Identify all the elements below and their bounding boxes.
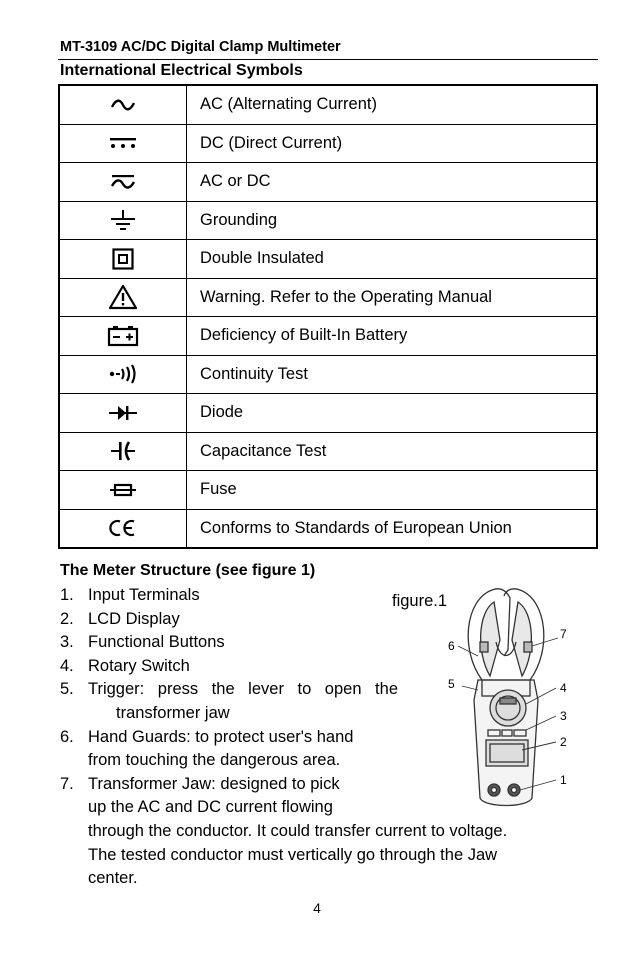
table-row [59, 85, 597, 124]
table-row [59, 509, 597, 548]
structure-section-title: The Meter Structure (see figure 1) [60, 562, 316, 579]
symbol-label: Continuity Test [187, 355, 598, 394]
symbol-label: Double Insulated [187, 240, 598, 279]
callout-6: 6 [448, 639, 455, 653]
battery-icon [107, 325, 139, 347]
list-item: 7. Transformer Jaw: designed to pick up the AC and DC current flowing through the conductor. It could transfer current to voltage. The tested conductor must vertically go through the Jaw center. [60, 774, 508, 888]
callout-5: 5 [448, 677, 455, 691]
symbol-label: Warning. Refer to the Operating Manual [187, 278, 598, 317]
ac-or-dc-icon [110, 173, 136, 191]
list-item: 3. Functional Buttons [60, 633, 225, 652]
callout-7: 7 [560, 627, 567, 641]
table-row [59, 278, 597, 317]
symbol-label: AC (Alternating Current) [187, 85, 598, 124]
continuity-icon [108, 364, 138, 384]
clamp-meter-figure [430, 580, 580, 812]
list-item: 4. Rotary Switch [60, 656, 190, 675]
callout-3: 3 [560, 709, 567, 723]
document-header: MT-3109 AC/DC Digital Clamp Multimeter [60, 39, 341, 55]
symbols-table [58, 84, 598, 549]
table-row [59, 471, 597, 510]
symbol-label: Conforms to Standards of European Union [187, 509, 598, 548]
symbol-label: DC (Direct Current) [187, 124, 598, 163]
fuse-icon [109, 483, 137, 497]
capacitor-icon [110, 440, 136, 462]
callout-4: 4 [560, 681, 567, 695]
table-row [59, 355, 597, 394]
symbol-label: Grounding [187, 201, 598, 240]
table-row [59, 317, 597, 356]
callout-1: 1 [560, 773, 567, 787]
list-item: 1. Input Terminals [60, 586, 200, 604]
table-row [59, 240, 597, 279]
table-row [59, 394, 597, 433]
diode-icon [108, 404, 138, 422]
table-row [59, 432, 597, 471]
page-number: 4 [313, 900, 321, 916]
table-row [59, 163, 597, 202]
list-item: 5. Trigger: press the lever to open the transformer jaw [60, 680, 398, 722]
warning-triangle-icon [108, 284, 138, 310]
table-row [59, 124, 597, 163]
ac-sine-icon [110, 98, 136, 112]
double-insulated-icon [112, 248, 134, 270]
figure-label: figure.1 [392, 592, 448, 610]
callout-2: 2 [560, 735, 567, 749]
symbol-label: AC or DC [187, 163, 598, 202]
symbol-label: Capacitance Test [187, 432, 598, 471]
header-rule [58, 59, 598, 60]
dc-icon [108, 136, 138, 150]
symbols-section-title: International Electrical Symbols [60, 62, 303, 79]
symbol-label: Fuse [187, 471, 598, 510]
ce-mark-icon [109, 519, 137, 537]
list-item: 2. LCD Display [60, 609, 180, 628]
table-row [59, 201, 597, 240]
symbol-label: Deficiency of Built-In Battery [187, 317, 598, 356]
symbol-label: Diode [187, 394, 598, 433]
list-item: 6. Hand Guards: to protect user's hand from touching the dangerous area. [60, 727, 354, 770]
ground-icon [109, 209, 137, 231]
